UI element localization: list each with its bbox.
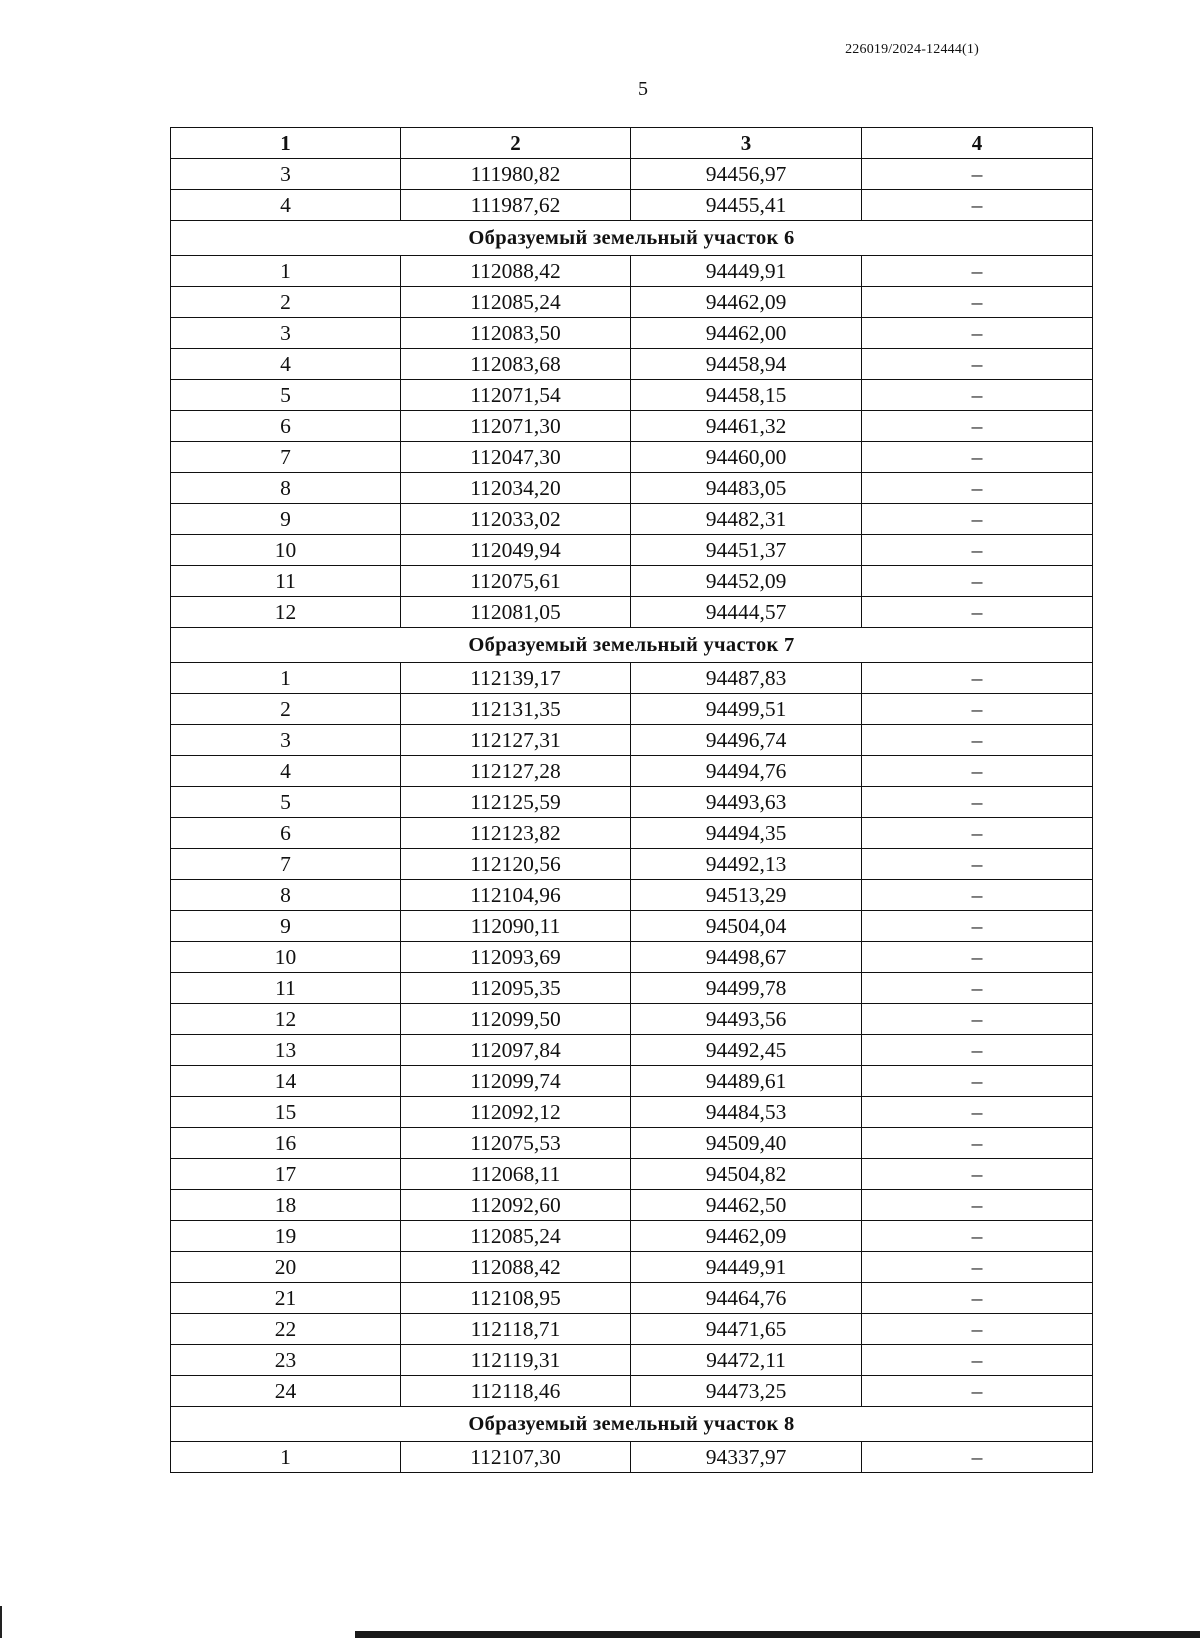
- note-cell: –: [862, 442, 1093, 473]
- section-header-row: [171, 221, 1093, 256]
- point-number-cell: 1: [171, 663, 401, 694]
- x-coordinate-cell: 111987,62: [401, 190, 631, 221]
- table-row: [171, 849, 1093, 880]
- section-header-row: [171, 1407, 1093, 1442]
- note-cell: –: [862, 663, 1093, 694]
- note-cell: –: [862, 973, 1093, 1004]
- point-number-cell: 20: [171, 1252, 401, 1283]
- note-cell: –: [862, 256, 1093, 287]
- x-coordinate-cell: 112085,24: [401, 287, 631, 318]
- y-coordinate-cell: 94471,65: [631, 1314, 862, 1345]
- note-cell: –: [862, 1190, 1093, 1221]
- point-number-cell: 18: [171, 1190, 401, 1221]
- note-cell: –: [862, 349, 1093, 380]
- table-row: [171, 1314, 1093, 1345]
- x-coordinate-cell: 112092,12: [401, 1097, 631, 1128]
- x-coordinate-cell: 112099,50: [401, 1004, 631, 1035]
- table-row: [171, 1283, 1093, 1314]
- x-coordinate-cell: 112099,74: [401, 1066, 631, 1097]
- y-coordinate-cell: 94499,51: [631, 694, 862, 725]
- scan-bottom-bar: [355, 1631, 1200, 1638]
- table-row: [171, 1097, 1093, 1128]
- point-number-cell: 1: [171, 1442, 401, 1473]
- note-cell: –: [862, 818, 1093, 849]
- y-coordinate-cell: 94449,91: [631, 256, 862, 287]
- table-row: [171, 318, 1093, 349]
- note-cell: –: [862, 1314, 1093, 1345]
- table-row: [171, 287, 1093, 318]
- point-number-cell: 23: [171, 1345, 401, 1376]
- table-row: [171, 663, 1093, 694]
- x-coordinate-cell: 112131,35: [401, 694, 631, 725]
- table-row: [171, 1252, 1093, 1283]
- note-cell: –: [862, 1221, 1093, 1252]
- table-body: [171, 159, 1093, 1473]
- coordinates-table: [170, 127, 1093, 1473]
- x-coordinate-cell: 112092,60: [401, 1190, 631, 1221]
- table-row: [171, 725, 1093, 756]
- table-row: [171, 566, 1093, 597]
- note-cell: –: [862, 694, 1093, 725]
- point-number-cell: 5: [171, 380, 401, 411]
- note-cell: –: [862, 787, 1093, 818]
- table-row: [171, 1004, 1093, 1035]
- y-coordinate-cell: 94458,15: [631, 380, 862, 411]
- x-coordinate-cell: 112097,84: [401, 1035, 631, 1066]
- y-coordinate-cell: 94449,91: [631, 1252, 862, 1283]
- point-number-cell: 9: [171, 504, 401, 535]
- table-row: [171, 756, 1093, 787]
- table-row: [171, 1159, 1093, 1190]
- y-coordinate-cell: 94493,63: [631, 787, 862, 818]
- x-coordinate-cell: 112049,94: [401, 535, 631, 566]
- point-number-cell: 7: [171, 849, 401, 880]
- note-cell: –: [862, 597, 1093, 628]
- x-coordinate-cell: 112071,54: [401, 380, 631, 411]
- y-coordinate-cell: 94498,67: [631, 942, 862, 973]
- y-coordinate-cell: 94451,37: [631, 535, 862, 566]
- point-number-cell: 10: [171, 535, 401, 566]
- y-coordinate-cell: 94337,97: [631, 1442, 862, 1473]
- y-coordinate-cell: 94493,56: [631, 1004, 862, 1035]
- y-coordinate-cell: 94462,00: [631, 318, 862, 349]
- point-number-cell: 17: [171, 1159, 401, 1190]
- point-number-cell: 8: [171, 880, 401, 911]
- note-cell: –: [862, 318, 1093, 349]
- x-coordinate-cell: 112123,82: [401, 818, 631, 849]
- x-coordinate-cell: 112127,28: [401, 756, 631, 787]
- x-coordinate-cell: 112127,31: [401, 725, 631, 756]
- table-row: [171, 880, 1093, 911]
- page-number: 5: [638, 78, 648, 100]
- table-row: [171, 1376, 1093, 1407]
- table-row: [171, 349, 1093, 380]
- x-coordinate-cell: 112085,24: [401, 1221, 631, 1252]
- y-coordinate-cell: 94496,74: [631, 725, 862, 756]
- table-row: [171, 1190, 1093, 1221]
- point-number-cell: 5: [171, 787, 401, 818]
- point-number-cell: 21: [171, 1283, 401, 1314]
- note-cell: –: [862, 159, 1093, 190]
- y-coordinate-cell: 94492,45: [631, 1035, 862, 1066]
- table-header-row: [171, 128, 1093, 159]
- y-coordinate-cell: 94462,09: [631, 287, 862, 318]
- point-number-cell: 1: [171, 256, 401, 287]
- table-row: [171, 473, 1093, 504]
- table-row: [171, 504, 1093, 535]
- y-coordinate-cell: 94482,31: [631, 504, 862, 535]
- table-row: [171, 1066, 1093, 1097]
- table-row: [171, 1035, 1093, 1066]
- y-coordinate-cell: 94460,00: [631, 442, 862, 473]
- note-cell: –: [862, 190, 1093, 221]
- y-coordinate-cell: 94461,32: [631, 411, 862, 442]
- point-number-cell: 3: [171, 318, 401, 349]
- point-number-cell: 4: [171, 756, 401, 787]
- table-row: [171, 535, 1093, 566]
- y-coordinate-cell: 94489,61: [631, 1066, 862, 1097]
- point-number-cell: 6: [171, 818, 401, 849]
- note-cell: –: [862, 1035, 1093, 1066]
- x-coordinate-cell: 112083,68: [401, 349, 631, 380]
- table-row: [171, 1442, 1093, 1473]
- x-coordinate-cell: 112090,11: [401, 911, 631, 942]
- note-cell: –: [862, 880, 1093, 911]
- x-coordinate-cell: 112104,96: [401, 880, 631, 911]
- note-cell: –: [862, 411, 1093, 442]
- point-number-cell: 10: [171, 942, 401, 973]
- y-coordinate-cell: 94494,35: [631, 818, 862, 849]
- note-cell: –: [862, 911, 1093, 942]
- point-number-cell: 9: [171, 911, 401, 942]
- note-cell: –: [862, 287, 1093, 318]
- table-row: [171, 1128, 1093, 1159]
- table-row: [171, 442, 1093, 473]
- y-coordinate-cell: 94494,76: [631, 756, 862, 787]
- note-cell: –: [862, 473, 1093, 504]
- y-coordinate-cell: 94504,82: [631, 1159, 862, 1190]
- table-row: [171, 818, 1093, 849]
- point-number-cell: 15: [171, 1097, 401, 1128]
- y-coordinate-cell: 94472,11: [631, 1345, 862, 1376]
- point-number-cell: 22: [171, 1314, 401, 1345]
- note-cell: –: [862, 1376, 1093, 1407]
- point-number-cell: 19: [171, 1221, 401, 1252]
- point-number-cell: 3: [171, 725, 401, 756]
- point-number-cell: 2: [171, 694, 401, 725]
- column-header: 1: [171, 128, 401, 159]
- point-number-cell: 12: [171, 1004, 401, 1035]
- section-title: Образуемый земельный участок 6: [171, 221, 1093, 256]
- table-row: [171, 190, 1093, 221]
- x-coordinate-cell: 112107,30: [401, 1442, 631, 1473]
- x-coordinate-cell: 112047,30: [401, 442, 631, 473]
- point-number-cell: 11: [171, 566, 401, 597]
- y-coordinate-cell: 94504,04: [631, 911, 862, 942]
- note-cell: –: [862, 1283, 1093, 1314]
- table-row: [171, 411, 1093, 442]
- section-title: Образуемый земельный участок 8: [171, 1407, 1093, 1442]
- x-coordinate-cell: 111980,82: [401, 159, 631, 190]
- y-coordinate-cell: 94487,83: [631, 663, 862, 694]
- point-number-cell: 4: [171, 349, 401, 380]
- note-cell: –: [862, 1066, 1093, 1097]
- note-cell: –: [862, 1442, 1093, 1473]
- y-coordinate-cell: 94464,76: [631, 1283, 862, 1314]
- point-number-cell: 11: [171, 973, 401, 1004]
- point-number-cell: 3: [171, 159, 401, 190]
- note-cell: –: [862, 756, 1093, 787]
- note-cell: –: [862, 942, 1093, 973]
- x-coordinate-cell: 112120,56: [401, 849, 631, 880]
- point-number-cell: 2: [171, 287, 401, 318]
- table-row: [171, 256, 1093, 287]
- section-header-row: [171, 628, 1093, 663]
- column-header: 4: [862, 128, 1093, 159]
- y-coordinate-cell: 94473,25: [631, 1376, 862, 1407]
- y-coordinate-cell: 94483,05: [631, 473, 862, 504]
- x-coordinate-cell: 112088,42: [401, 1252, 631, 1283]
- x-coordinate-cell: 112139,17: [401, 663, 631, 694]
- y-coordinate-cell: 94462,09: [631, 1221, 862, 1252]
- x-coordinate-cell: 112034,20: [401, 473, 631, 504]
- point-number-cell: 24: [171, 1376, 401, 1407]
- point-number-cell: 14: [171, 1066, 401, 1097]
- column-header: 2: [401, 128, 631, 159]
- column-header: 3: [631, 128, 862, 159]
- x-coordinate-cell: 112088,42: [401, 256, 631, 287]
- x-coordinate-cell: 112095,35: [401, 973, 631, 1004]
- table-row: [171, 787, 1093, 818]
- table-row: [171, 597, 1093, 628]
- x-coordinate-cell: 112081,05: [401, 597, 631, 628]
- point-number-cell: 12: [171, 597, 401, 628]
- document-number: 226019/2024-12444(1): [845, 42, 979, 57]
- x-coordinate-cell: 112071,30: [401, 411, 631, 442]
- y-coordinate-cell: 94455,41: [631, 190, 862, 221]
- note-cell: –: [862, 380, 1093, 411]
- table-row: [171, 1345, 1093, 1376]
- table-row: [171, 911, 1093, 942]
- section-title: Образуемый земельный участок 7: [171, 628, 1093, 663]
- note-cell: –: [862, 725, 1093, 756]
- note-cell: –: [862, 1004, 1093, 1035]
- note-cell: –: [862, 504, 1093, 535]
- point-number-cell: 6: [171, 411, 401, 442]
- note-cell: –: [862, 535, 1093, 566]
- scan-edge-mark: [0, 1606, 2, 1638]
- x-coordinate-cell: 112068,11: [401, 1159, 631, 1190]
- y-coordinate-cell: 94492,13: [631, 849, 862, 880]
- y-coordinate-cell: 94444,57: [631, 597, 862, 628]
- point-number-cell: 8: [171, 473, 401, 504]
- x-coordinate-cell: 112075,53: [401, 1128, 631, 1159]
- table-row: [171, 973, 1093, 1004]
- note-cell: –: [862, 849, 1093, 880]
- point-number-cell: 13: [171, 1035, 401, 1066]
- point-number-cell: 4: [171, 190, 401, 221]
- y-coordinate-cell: 94509,40: [631, 1128, 862, 1159]
- x-coordinate-cell: 112125,59: [401, 787, 631, 818]
- note-cell: –: [862, 1097, 1093, 1128]
- x-coordinate-cell: 112083,50: [401, 318, 631, 349]
- y-coordinate-cell: 94452,09: [631, 566, 862, 597]
- table-row: [171, 1221, 1093, 1252]
- note-cell: –: [862, 1128, 1093, 1159]
- note-cell: –: [862, 566, 1093, 597]
- table-row: [171, 159, 1093, 190]
- x-coordinate-cell: 112119,31: [401, 1345, 631, 1376]
- note-cell: –: [862, 1345, 1093, 1376]
- point-number-cell: 7: [171, 442, 401, 473]
- note-cell: –: [862, 1159, 1093, 1190]
- y-coordinate-cell: 94513,29: [631, 880, 862, 911]
- note-cell: –: [862, 1252, 1093, 1283]
- x-coordinate-cell: 112108,95: [401, 1283, 631, 1314]
- table-row: [171, 694, 1093, 725]
- y-coordinate-cell: 94456,97: [631, 159, 862, 190]
- y-coordinate-cell: 94458,94: [631, 349, 862, 380]
- y-coordinate-cell: 94462,50: [631, 1190, 862, 1221]
- y-coordinate-cell: 94484,53: [631, 1097, 862, 1128]
- x-coordinate-cell: 112118,46: [401, 1376, 631, 1407]
- x-coordinate-cell: 112075,61: [401, 566, 631, 597]
- table-row: [171, 942, 1093, 973]
- point-number-cell: 16: [171, 1128, 401, 1159]
- x-coordinate-cell: 112033,02: [401, 504, 631, 535]
- y-coordinate-cell: 94499,78: [631, 973, 862, 1004]
- x-coordinate-cell: 112118,71: [401, 1314, 631, 1345]
- x-coordinate-cell: 112093,69: [401, 942, 631, 973]
- table-row: [171, 380, 1093, 411]
